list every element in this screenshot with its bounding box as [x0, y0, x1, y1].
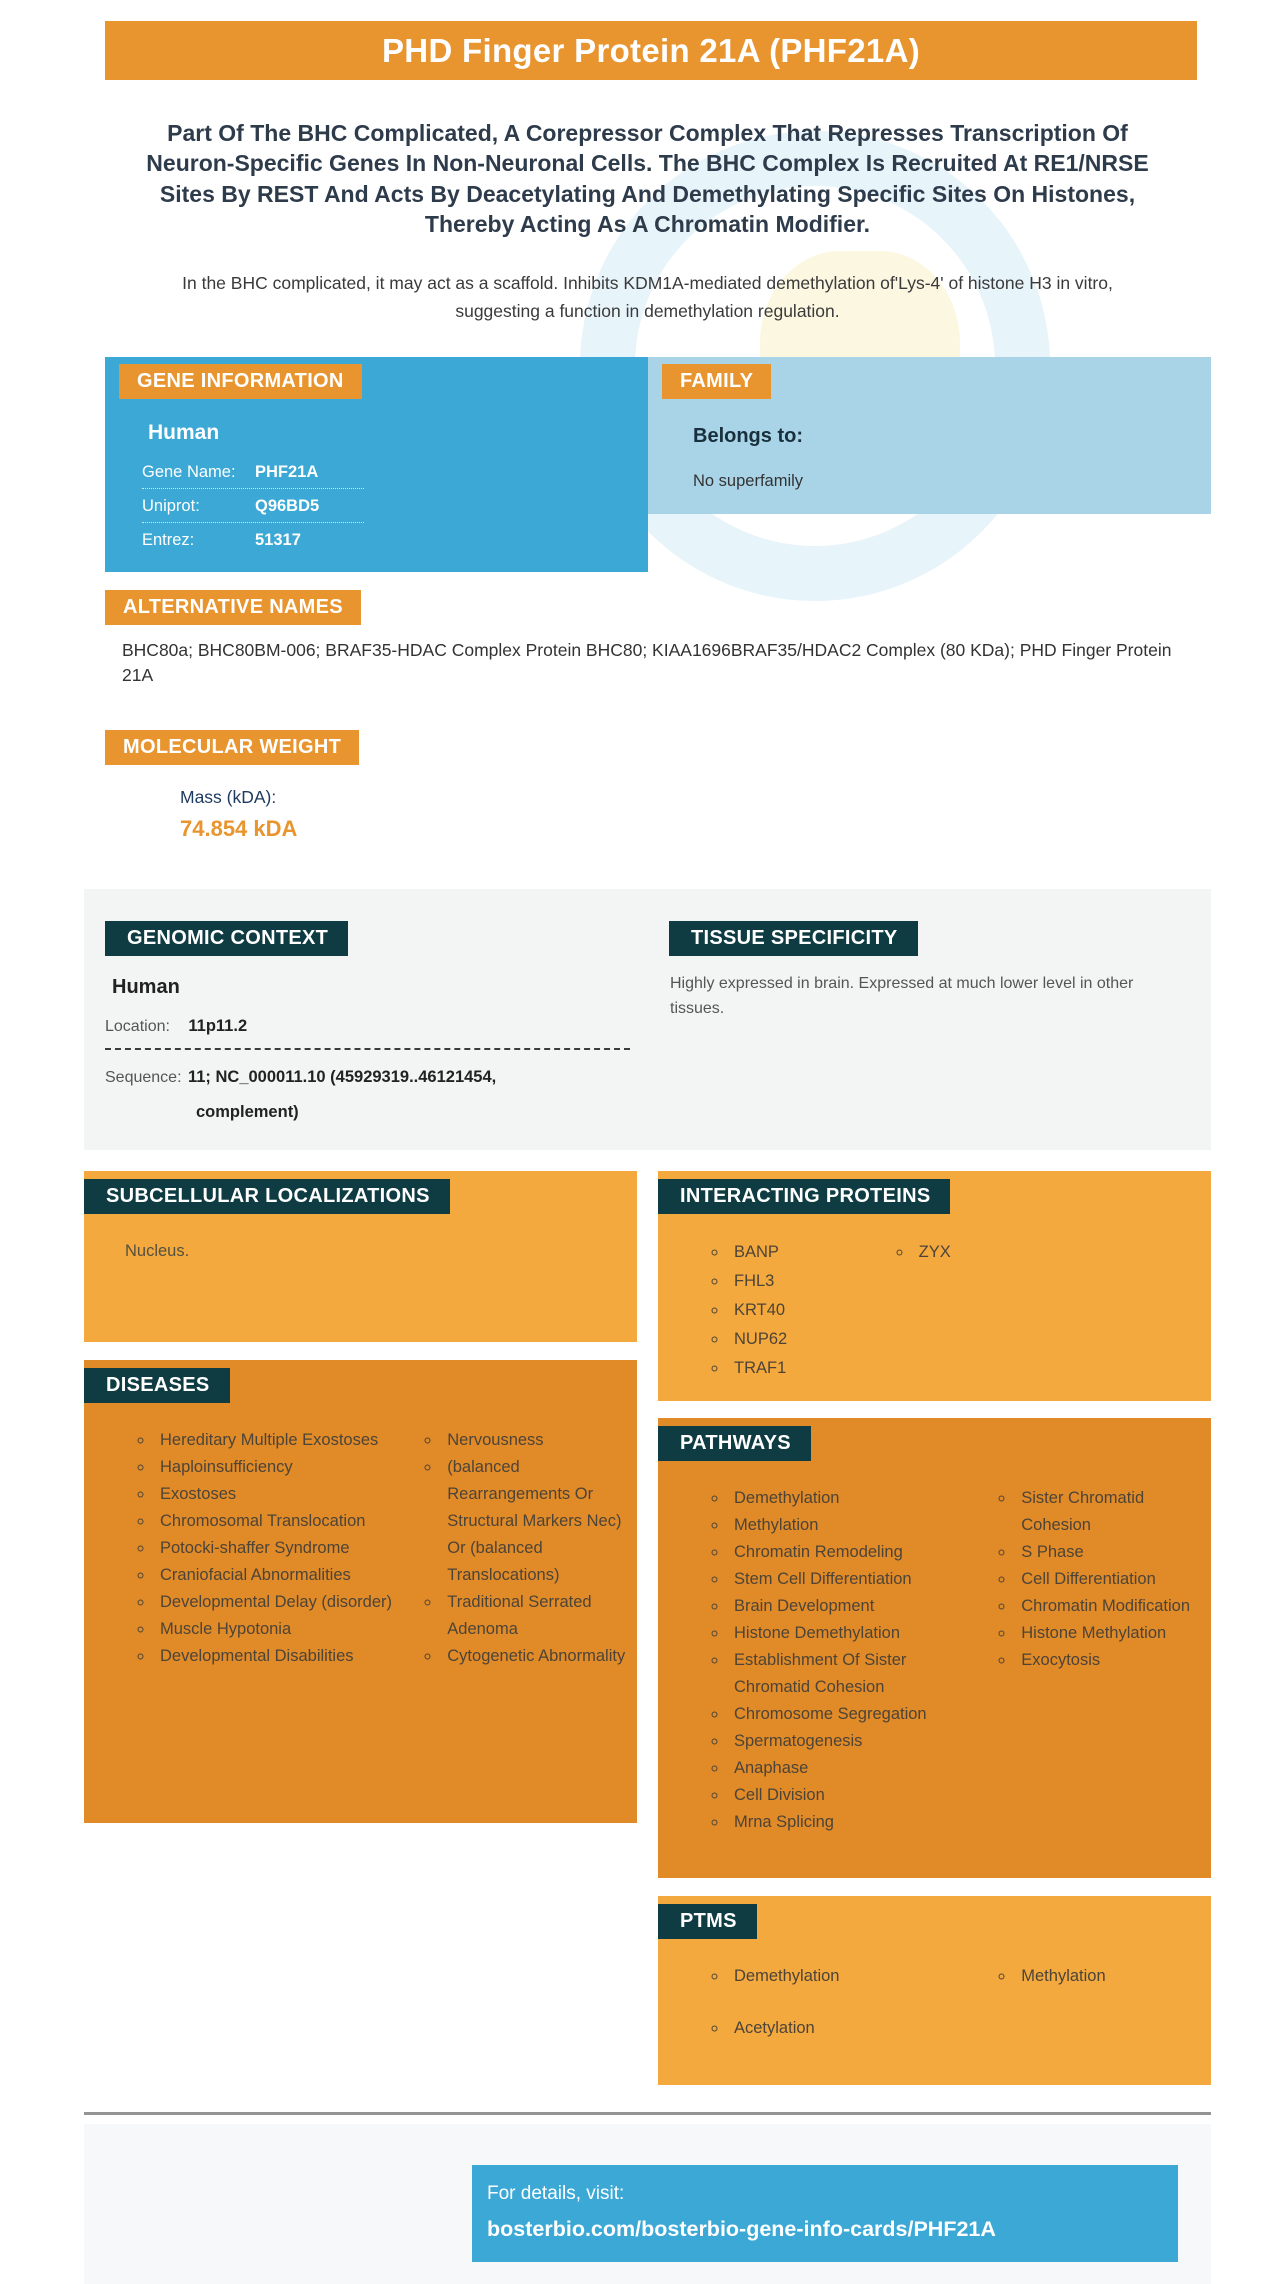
list-item: ◦ NUP62	[728, 1325, 883, 1354]
footer-url-link[interactable]: bosterbio.com/bosterbio-gene-info-cards/PHF21A	[487, 2217, 996, 2242]
list-item: ◦ Nervousness	[441, 1427, 637, 1454]
list-item: ◦ TRAF1	[728, 1354, 883, 1383]
list-item: ◦ Chromosome Segregation	[728, 1701, 985, 1728]
list-item: ◦ Chromosomal Translocation	[154, 1508, 411, 1535]
list-item: ◦ Potocki-shaffer Syndrome	[154, 1535, 411, 1562]
interacting-proteins-list-col2	[883, 1238, 1211, 1383]
alternative-names-heading: ALTERNATIVE NAMES	[105, 590, 361, 625]
list-item: ◦ Histone Methylation	[1015, 1620, 1211, 1647]
page-title: PHD Finger Protein 21A (PHF21A)	[382, 31, 920, 69]
list-item: ◦ Cytogenetic Abnormality	[441, 1643, 637, 1670]
belongs-to-value: No superfamily	[693, 471, 804, 490]
tissue-specificity-section	[669, 921, 1211, 1122]
gene-information-heading: GENE INFORMATION	[119, 364, 362, 399]
list-item: ◦ Chromatin Remodeling	[728, 1539, 985, 1566]
gene-name-value: PHF21A	[255, 462, 319, 481]
list-item: ◦ Haploinsufficiency	[154, 1454, 411, 1481]
pathways-list-col1	[698, 1485, 985, 1836]
interacting-proteins-list-col1	[698, 1238, 883, 1383]
entrez-label: Entrez:	[142, 530, 195, 549]
list-item: ◦ Histone Demethylation	[728, 1620, 985, 1647]
list-item: ◦ Acetylation	[728, 2015, 985, 2042]
list-item: ◦ Hereditary Multiple Exostoses	[154, 1427, 411, 1454]
list-item: ◦ Stem Cell Differentiation	[728, 1566, 985, 1593]
list-item: ◦ S Phase	[1015, 1539, 1211, 1566]
ptms-heading: PTMS	[658, 1904, 757, 1939]
diseases-list-col1	[124, 1427, 411, 1670]
list-item: ◦ Methylation	[728, 1512, 985, 1539]
mass-label: Mass (kDA):	[180, 787, 277, 808]
pathways-section	[658, 1418, 1211, 1878]
entrez-value: 51317	[255, 530, 301, 549]
page-title-bar	[105, 21, 1197, 80]
alternative-names-section	[105, 590, 1211, 689]
gene-info-card	[0, 21, 1288, 2284]
gene-name-label: Gene Name:	[142, 462, 236, 481]
list-item: ◦ Traditional Serrated Adenoma	[441, 1589, 637, 1643]
list-item: ◦ Anaphase	[728, 1755, 985, 1782]
list-item: ◦ Demethylation	[728, 1485, 985, 1512]
footer-divider	[84, 2112, 1211, 2115]
table-row	[142, 489, 364, 523]
list-item: ◦ Cell Division	[728, 1782, 985, 1809]
pathways-list-col2	[985, 1485, 1211, 1836]
family-section	[648, 357, 1211, 514]
mass-value: 74.854 kDA	[180, 816, 298, 842]
molecular-weight-section	[105, 730, 1211, 842]
summary-bold-text: Part Of The BHC Complicated, A Corepressor Complex That Represses Transcription Of Neuron-Specific Genes In Non-Neuronal Cells. The BHC Complex Is Recruited At RE1/NRSE Sites By REST And Acts By Deacetylating And Demethylating Specific Sites On Histones, Thereby Acting As A Chromatin Modifier.	[146, 120, 1149, 238]
gene-information-table	[142, 455, 364, 556]
list-item: ◦ KRT40	[728, 1296, 883, 1325]
footer-visit-label: For details, visit:	[487, 2183, 625, 2205]
molecular-weight-heading: MOLECULAR WEIGHT	[105, 730, 359, 765]
subcellular-localizations-section	[84, 1171, 637, 1342]
list-item: ◦ Spermatogenesis	[728, 1728, 985, 1755]
footer-panel	[84, 2124, 1211, 2284]
genomic-context-section	[105, 921, 669, 1122]
location-label: Location:	[105, 1018, 170, 1036]
location-row	[105, 1017, 630, 1050]
subcellular-localizations-text: Nucleus.	[125, 1242, 190, 1261]
list-item: ◦ Establishment Of Sister Chromatid Cohesion	[728, 1647, 985, 1701]
gene-information-section	[105, 357, 648, 572]
list-item: ◦ ZYX	[913, 1238, 1211, 1267]
uniprot-label: Uniprot:	[142, 496, 200, 515]
gene-species-label: Human	[148, 420, 220, 444]
footer-details-box	[472, 2165, 1178, 2262]
list-item: ◦ Developmental Disabilities	[154, 1643, 411, 1670]
diseases-section	[84, 1360, 637, 1823]
list-item: ◦ Exostoses	[154, 1481, 411, 1508]
category-boxes-grid	[84, 1171, 1211, 2085]
subcellular-localizations-heading: SUBCELLULAR LOCALIZATIONS	[84, 1179, 450, 1214]
interacting-proteins-heading: INTERACTING PROTEINS	[658, 1179, 950, 1214]
pathways-heading: PATHWAYS	[658, 1426, 811, 1461]
ptms-section	[658, 1896, 1211, 2085]
table-row	[142, 523, 364, 556]
list-item: ◦ Demethylation	[728, 1963, 985, 1990]
summary-detail-text: In the BHC complicated, it may act as a scaffold. Inhibits KDM1A-mediated demethylation of'Lys-4' of histone H3 in vitro, suggesting a function in demethylation regulation.	[182, 273, 1113, 321]
sequence-row	[105, 1068, 669, 1087]
sequence-value-continued: complement)	[196, 1103, 299, 1122]
table-row	[142, 455, 364, 489]
diseases-heading: DISEASES	[84, 1368, 230, 1403]
genomic-species-label: Human	[112, 976, 180, 999]
ptms-list-col1	[698, 1963, 985, 2067]
list-item: ◦ Brain Development	[728, 1593, 985, 1620]
list-item: ◦ BANP	[728, 1238, 883, 1267]
genomic-tissue-band	[84, 889, 1211, 1150]
list-item: ◦ Craniofacial Abnormalities	[154, 1562, 411, 1589]
list-item: ◦ Exocytosis	[1015, 1647, 1211, 1674]
list-item: ◦ Muscle Hypotonia	[154, 1616, 411, 1643]
gene-and-family-row	[105, 357, 1211, 572]
ptms-list-col2	[985, 1963, 1211, 2067]
diseases-list-col2	[411, 1427, 637, 1670]
uniprot-value: Q96BD5	[255, 496, 320, 515]
list-item: ◦ Chromatin Modification	[1015, 1593, 1211, 1620]
tissue-specificity-heading: TISSUE SPECIFICITY	[669, 921, 918, 956]
list-item: ◦ FHL3	[728, 1267, 883, 1296]
sequence-value: 11; NC_000011.10 (45929319..46121454,	[187, 1068, 497, 1087]
genomic-context-heading: GENOMIC CONTEXT	[105, 921, 348, 956]
list-item: ◦ Developmental Delay (disorder)	[154, 1589, 411, 1616]
list-item: ◦ Mrna Splicing	[728, 1809, 985, 1836]
sequence-label: Sequence:	[105, 1069, 182, 1087]
interacting-proteins-section	[658, 1171, 1211, 1401]
family-heading: FAMILY	[662, 364, 771, 399]
tissue-specificity-text: Highly expressed in brain. Expressed at much lower level in other tissues.	[670, 975, 1134, 1018]
list-item: ◦ Cell Differentiation	[1015, 1566, 1211, 1593]
belongs-to-label: Belongs to:	[693, 424, 803, 447]
list-item: ◦ Methylation	[1015, 1963, 1211, 1990]
list-item: ◦ (balanced Rearrangements Or Structural Markers Nec) Or (balanced Translocations)	[441, 1454, 637, 1589]
location-value: 11p11.2	[188, 1017, 248, 1036]
list-item: ◦ Sister Chromatid Cohesion	[1015, 1485, 1211, 1539]
alternative-names-text: BHC80a; BHC80BM-006; BRAF35-HDAC Complex Protein BHC80; KIAA1696BRAF35/HDAC2 Complex (80 KDa); PHD Finger Protein 21A	[122, 639, 1172, 686]
